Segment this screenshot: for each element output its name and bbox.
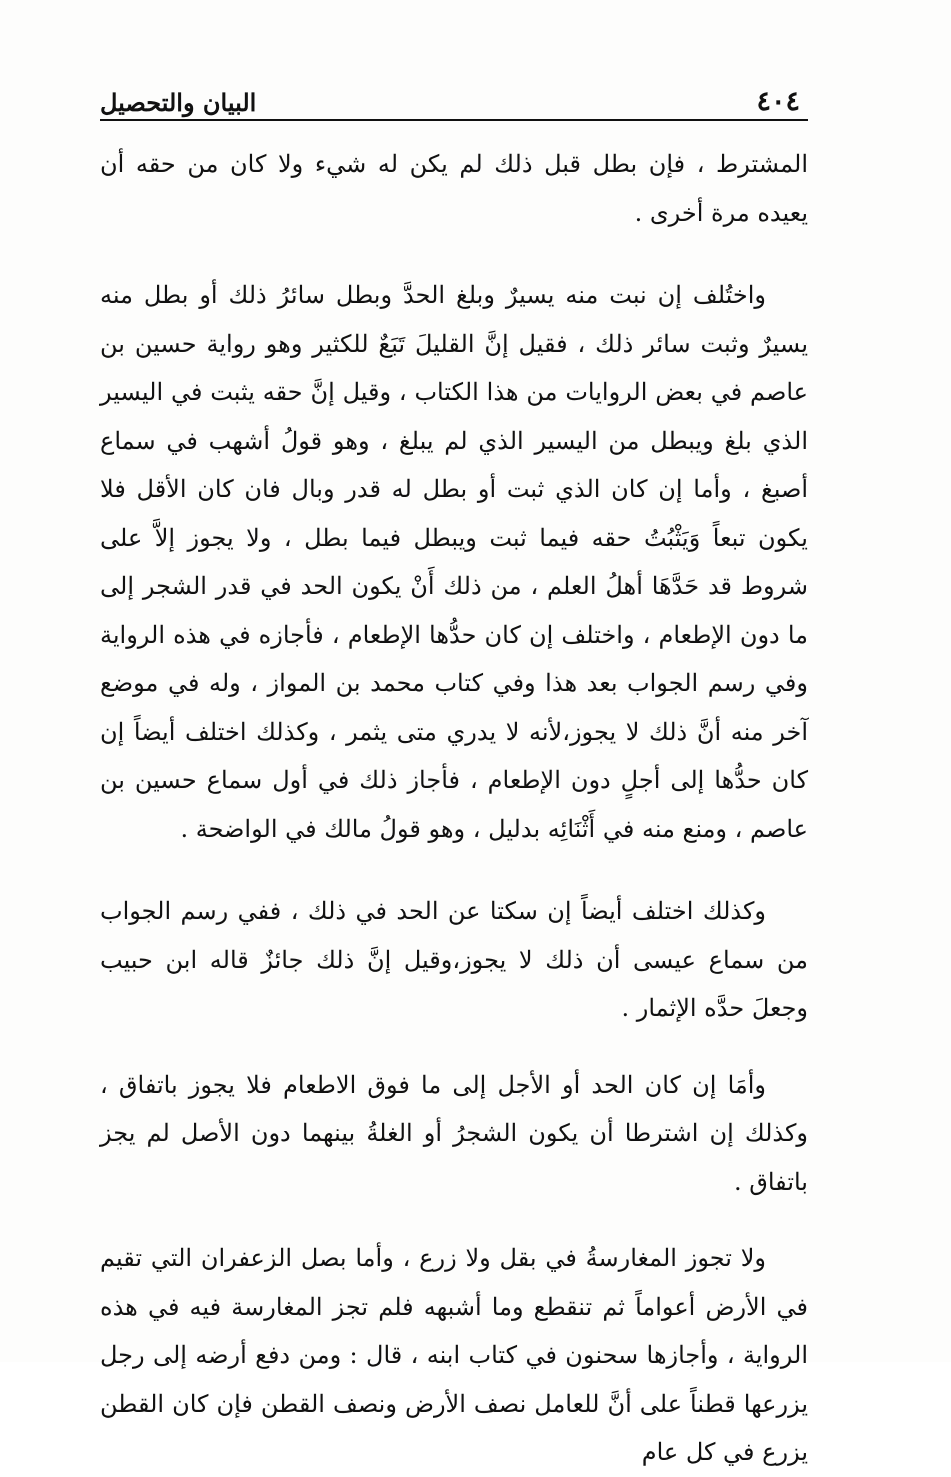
paragraph-gap: [100, 1206, 808, 1234]
paragraph-gap: [100, 237, 808, 271]
page-number: ٤٠٤: [756, 86, 800, 117]
header-divider: [100, 119, 808, 121]
paragraph-1: المشترط ، فإن بطل قبل ذلك لم يكن له شيء ولا كان من حقه أن يعيده مرة أخرى .: [100, 150, 808, 227]
paragraph-gap: [100, 853, 808, 887]
paragraph-5: ولا تجوز المغارسةُ في بقل ولا زرع ، وأما بصل الزعفران التي تقيم في الأرض أعواماً ثم تنقطع وما أشبهه فلم تجز المغارسة فيه في هذه الرواية ، وأجازها سحنون في كتاب ابنه ، قال : ومن دفع أرضه إلى رجل يزرعها قطناً على أنَّ للعامل نصف الأرض ونصف القطن فإن كان القطن يزرع في كل عام: [100, 1244, 808, 1466]
book-title: البيان والتحصيل: [100, 88, 257, 117]
paragraph-4: وأمَا إن كان الحد أو الأجل إلى ما فوق الاطعام فلا يجوز باتفاق ، وكذلك إن اشترطا أن يكون الشجرُ أو الغلةُ بينهما دون الأصل لم يجز باتفاق .: [100, 1070, 808, 1196]
paragraph-3: وكذلك اختلف أيضاً إن سكتا عن الحد في ذلك ، ففي رسم الجواب من سماع عيسى أن ذلك لا يجوز،وقيل إنَّ ذلك جائزٌ قاله ابن حبيب وجعلَ حدَّه الإثمار .: [100, 897, 808, 1022]
page-body: [100, 140, 808, 1477]
paragraph-gap: [100, 1033, 808, 1061]
page-header: [100, 80, 800, 120]
paragraph-2: واختُلف إن نبت منه يسيرٌ وبلغ الحدَّ وبطل سائرُ ذلك أو بطل منه يسيرٌ وثبت سائر ذلك ، فقيل إنَّ القليلَ تَبَعٌ للكثير وهو رواية حسين بن عاصم في بعض الروايات من هذا الكتاب ، وقيل إنَّ حقه يثبت في اليسير الذي بلغ ويبطل من اليسير الذي لم يبلغ ، وهو قولُ أشهب في سماع أصبغ ، وأما إن كان الذي ثبت أو بطل له قدر وبال فان كان الأقل فلا يكون تبعاً وَيَثْبُتُ حقه فيما ثبت ويبطل فيما بطل ، ولا يجوز إلاَّ على شروط قد حَدَّهَا أهلُ العلم ، من ذلك أَنْ يكون الحد في قدر الشجر إلى ما دون الإطعام ، واختلف إن كان حدُّها الإطعام ، فأجازه في هذه الرواية وفي رسم الجواب بعد هذا وفي كتاب محمد بن المواز ، وله في موضع آخر منه أنَّ ذلك لا يجوز،لأنه لا يدري متى يثمر ، وكذلك اختلف أيضاً إن كان حدُّها إلى أجلٍ دون الإطعام ، فأجاز ذلك في أول سماع حسين بن عاصم ، ومنع منه في أَثْنَائِه بدليل ، وهو قولُ مالك في الواضحة .: [100, 281, 809, 843]
